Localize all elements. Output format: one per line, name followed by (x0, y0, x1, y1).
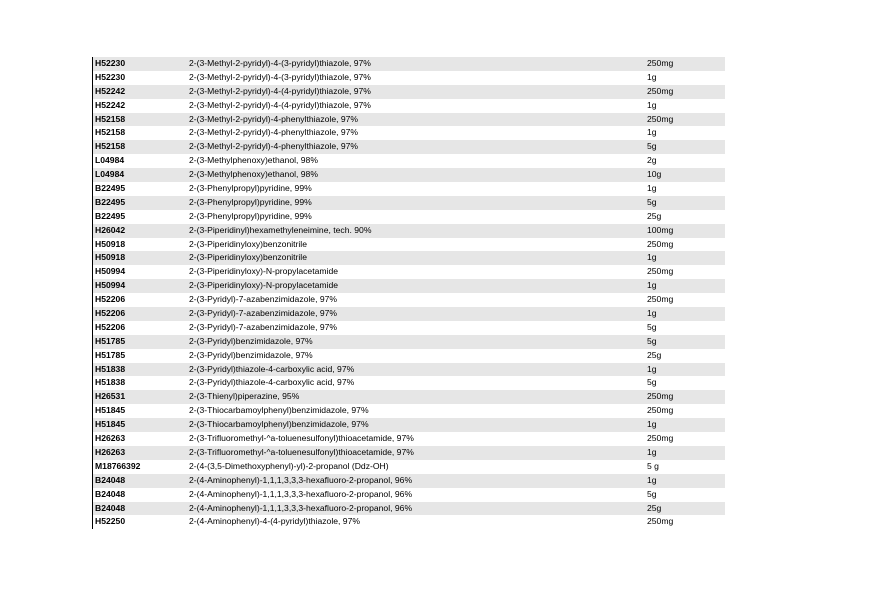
product-code: B22495 (95, 196, 126, 207)
product-code: H26263 (95, 446, 126, 457)
product-code: H52242 (95, 99, 126, 110)
pack-size: 25g (647, 349, 662, 360)
pack-size: 5g (647, 488, 657, 499)
pack-size: 1g (647, 308, 657, 319)
product-name: 2-(3-Piperidinyloxy)-N-propylacetamide (189, 266, 339, 277)
table-row (93, 168, 725, 182)
table-row (93, 140, 725, 154)
product-name: 2-(3-Methylphenoxy)ethanol, 98% (189, 169, 318, 180)
product-code: M18766392 (95, 460, 141, 471)
product-code: H50918 (95, 252, 126, 263)
product-code: H50994 (95, 266, 126, 277)
table-row (93, 224, 725, 238)
table-row (93, 238, 725, 252)
pack-size: 1g (647, 474, 657, 485)
pack-size: 1g (647, 419, 657, 430)
table-row (93, 418, 725, 432)
product-code: H26531 (95, 391, 126, 402)
product-code: H52158 (95, 141, 126, 152)
pack-size: 1g (647, 183, 657, 194)
pack-size: 10g (647, 169, 662, 180)
pack-size: 1g (647, 71, 657, 82)
product-code: H52206 (95, 308, 126, 319)
pack-size: 250mg (647, 391, 674, 402)
table-row (93, 349, 725, 363)
pack-size: 1g (647, 363, 657, 374)
table-row (93, 99, 725, 113)
product-name: 2-(3-Trifluoromethyl-^a-toluenesulfonyl)thioacetamide, 97% (189, 446, 414, 457)
table-row (93, 502, 725, 516)
product-name: 2-(4-Aminophenyl)-1,1,1,3,3,3-hexafluoro-2-propanol, 96% (189, 488, 413, 499)
pack-size: 1g (647, 252, 657, 263)
table-row (93, 71, 725, 85)
product-name: 2-(3-Phenylpropyl)pyridine, 99% (189, 183, 312, 194)
table-row (93, 154, 725, 168)
product-name: 2-(3-Piperidinyloxy)benzonitrile (189, 238, 307, 249)
product-name: 2-(3-Piperidinyl)hexamethyleneimine, tech. 90% (189, 224, 372, 235)
product-name: 2-(3-Phenylpropyl)pyridine, 99% (189, 196, 312, 207)
product-name: 2-(3-Methyl-2-pyridyl)-4-phenylthiazole, 97% (189, 113, 359, 124)
product-code: H50918 (95, 238, 126, 249)
product-name: 2-(4-Aminophenyl)-4-(4-pyridyl)thiazole, 97% (189, 516, 360, 527)
product-name: 2-(3-Trifluoromethyl-^a-toluenesulfonyl)thioacetamide, 97% (189, 433, 414, 444)
table-row (93, 390, 725, 404)
table-row (93, 293, 725, 307)
product-code: B24048 (95, 502, 126, 513)
product-code: H52158 (95, 113, 126, 124)
pack-size: 5g (647, 377, 657, 388)
table-row (93, 113, 725, 127)
product-name: 2-(3-Methyl-2-pyridyl)-4-phenylthiazole, 97% (189, 127, 359, 138)
product-code: H52206 (95, 321, 126, 332)
product-code: H51785 (95, 335, 126, 346)
table-row (93, 251, 725, 265)
product-code: H50994 (95, 280, 126, 291)
product-code: B22495 (95, 183, 126, 194)
pack-size: 250mg (647, 238, 674, 249)
product-code: H51838 (95, 363, 126, 374)
product-code: L04984 (95, 169, 125, 180)
product-name: 2-(3-Pyridyl)-7-azabenzimidazole, 97% (189, 294, 338, 305)
table-row (93, 182, 725, 196)
product-name: 2-(3-Thiocarbamoylphenyl)benzimidazole, 97% (189, 405, 369, 416)
product-code: H52230 (95, 58, 126, 68)
pack-size: 250mg (647, 516, 674, 527)
pack-size: 1g (647, 280, 657, 291)
pack-size: 250mg (647, 113, 674, 124)
product-code: H51785 (95, 349, 126, 360)
table-row (93, 460, 725, 474)
pack-size: 250mg (647, 294, 674, 305)
product-code: H51845 (95, 405, 126, 416)
pack-size: 100mg (647, 224, 674, 235)
pack-size: 25g (647, 502, 662, 513)
product-code: H52158 (95, 127, 126, 138)
product-code: H52242 (95, 85, 126, 96)
table-row (93, 321, 725, 335)
table-row (93, 126, 725, 140)
product-name: 2-(3-Pyridyl)thiazole-4-carboxylic acid, 97% (189, 377, 355, 388)
pack-size: 2g (647, 155, 657, 166)
product-name: 2-(3-Pyridyl)benzimidazole, 97% (189, 349, 313, 360)
table-row (93, 57, 725, 71)
product-name: 2-(3-Methylphenoxy)ethanol, 98% (189, 155, 318, 166)
pack-size: 5g (647, 141, 657, 152)
product-name: 2-(3-Methyl-2-pyridyl)-4-phenylthiazole, 97% (189, 141, 359, 152)
product-code: H52206 (95, 294, 126, 305)
table-row (93, 474, 725, 488)
product-code: H51845 (95, 419, 126, 430)
product-code: H52230 (95, 71, 126, 82)
table-row (93, 196, 725, 210)
table-row (93, 335, 725, 349)
pack-size: 1g (647, 99, 657, 110)
product-name: 2-(3-Thienyl)piperazine, 95% (189, 391, 300, 402)
pack-size: 25g (647, 210, 662, 221)
product-code: H51838 (95, 377, 126, 388)
pack-size: 5g (647, 196, 657, 207)
table-row (93, 515, 725, 529)
pack-size: 250mg (647, 85, 674, 96)
product-name: 2-(3-Methyl-2-pyridyl)-4-(4-pyridyl)thiazole, 97% (189, 99, 371, 110)
table-row (93, 376, 725, 390)
pack-size: 5 g (647, 460, 659, 471)
product-code: H52250 (95, 516, 126, 527)
product-name: 2-(3-Methyl-2-pyridyl)-4-(4-pyridyl)thiazole, 97% (189, 85, 371, 96)
product-name: 2-(3-Pyridyl)-7-azabenzimidazole, 97% (189, 321, 338, 332)
table-row (93, 446, 725, 460)
product-name: 2-(3-Piperidinyloxy)benzonitrile (189, 252, 307, 263)
table-row (93, 432, 725, 446)
pack-size: 1g (647, 127, 657, 138)
product-code: B22495 (95, 210, 126, 221)
product-name: 2-(4-(3,5-Dimethoxyphenyl)-yl)-2-propanol (Ddz-OH) (189, 460, 389, 471)
pack-size: 250mg (647, 58, 674, 68)
product-name: 2-(3-Thiocarbamoylphenyl)benzimidazole, 97% (189, 419, 369, 430)
pack-size: 5g (647, 321, 657, 332)
pack-size: 1g (647, 446, 657, 457)
product-code: H26263 (95, 433, 126, 444)
product-name: 2-(4-Aminophenyl)-1,1,1,3,3,3-hexafluoro-2-propanol, 96% (189, 502, 413, 513)
table-row (93, 363, 725, 377)
table-row (93, 265, 725, 279)
product-name: 2-(4-Aminophenyl)-1,1,1,3,3,3-hexafluoro-2-propanol, 96% (189, 474, 413, 485)
product-name: 2-(3-Pyridyl)-7-azabenzimidazole, 97% (189, 308, 338, 319)
table-row (93, 307, 725, 321)
product-name: 2-(3-Pyridyl)benzimidazole, 97% (189, 335, 313, 346)
product-table (92, 57, 725, 529)
pack-size: 5g (647, 335, 657, 346)
pack-size: 250mg (647, 433, 674, 444)
table-row (93, 210, 725, 224)
product-name: 2-(3-Methyl-2-pyridyl)-4-(3-pyridyl)thiazole, 97% (189, 71, 371, 82)
product-code: B24048 (95, 488, 126, 499)
table-row (93, 488, 725, 502)
pack-size: 250mg (647, 266, 674, 277)
table-row (93, 85, 725, 99)
product-name: 2-(3-Piperidinyloxy)-N-propylacetamide (189, 280, 339, 291)
product-code: B24048 (95, 474, 126, 485)
table-row (93, 404, 725, 418)
pack-size: 250mg (647, 405, 674, 416)
table-row (93, 279, 725, 293)
product-name: 2-(3-Phenylpropyl)pyridine, 99% (189, 210, 312, 221)
product-name: 2-(3-Pyridyl)thiazole-4-carboxylic acid, 97% (189, 363, 355, 374)
product-code: H26042 (95, 224, 126, 235)
product-code: L04984 (95, 155, 125, 166)
product-name: 2-(3-Methyl-2-pyridyl)-4-(3-pyridyl)thiazole, 97% (189, 58, 371, 68)
